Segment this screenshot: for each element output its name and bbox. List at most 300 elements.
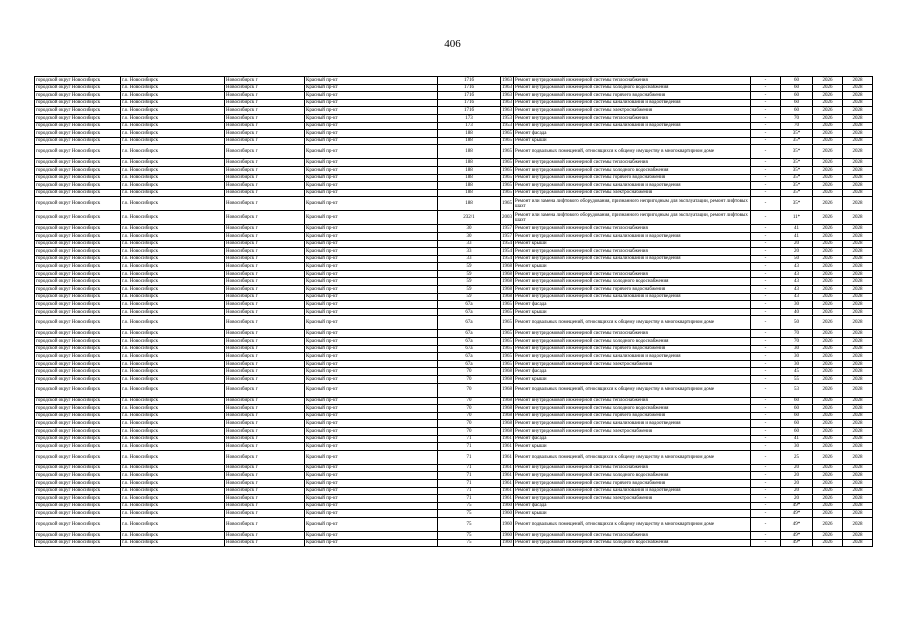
cell-house: 33 xyxy=(438,255,501,263)
cell-cost: 20 xyxy=(781,487,813,495)
cell-year-to: 2028 xyxy=(843,531,873,539)
cell-house: 71 xyxy=(438,487,501,495)
cell-year-to: 2028 xyxy=(843,114,873,122)
cell-dash: - xyxy=(751,539,781,547)
cell-dash: - xyxy=(751,248,781,256)
cell-house: 188 xyxy=(438,197,501,211)
cell-municipality: городской округ Новосибирск xyxy=(35,316,121,330)
table-row xyxy=(35,397,873,405)
cell-street: Красный пр-кт xyxy=(305,517,438,531)
table-row xyxy=(35,211,873,225)
cell-municipality: городской округ Новосибирск xyxy=(35,487,121,495)
cell-district: г.о. Новосибирск xyxy=(121,487,225,495)
cell-dash: - xyxy=(751,412,781,420)
cell-municipality: городской округ Новосибирск xyxy=(35,308,121,316)
cell-dash: - xyxy=(751,502,781,510)
cell-city: Новосибирск г xyxy=(225,293,305,301)
cell-year-to: 2028 xyxy=(843,412,873,420)
cell-city: Новосибирск г xyxy=(225,368,305,376)
cell-year-from: 2026 xyxy=(813,420,843,428)
cell-year-from: 2026 xyxy=(813,174,843,182)
cell-work-type: Ремонт внутридомовой инженерной системы канализования и водоотведения xyxy=(514,293,751,301)
table-row xyxy=(35,405,873,413)
cell-district: г.о. Новосибирск xyxy=(121,360,225,368)
cell-district: г.о. Новосибирск xyxy=(121,263,225,271)
cell-cost: 20 xyxy=(781,464,813,472)
cell-work-type: Ремонт крыши xyxy=(514,137,751,145)
table-row xyxy=(35,122,873,130)
cell-dash: - xyxy=(751,427,781,435)
cell-year-from: 2026 xyxy=(813,368,843,376)
table-row xyxy=(35,286,873,294)
cell-work-type: Ремонт фасада xyxy=(514,435,751,443)
cell-house: 171б xyxy=(438,77,501,85)
cell-district: г.о. Новосибирск xyxy=(121,197,225,211)
cell-year: 1965 xyxy=(501,316,514,330)
table-row xyxy=(35,376,873,384)
cell-municipality: городской округ Новосибирск xyxy=(35,435,121,443)
cell-year-to: 2028 xyxy=(843,182,873,190)
cell-house: 188 xyxy=(438,159,501,167)
cell-municipality: городской округ Новосибирск xyxy=(35,495,121,503)
cell-house: 188 xyxy=(438,189,501,197)
cell-city: Новосибирск г xyxy=(225,539,305,547)
cell-house: 71 xyxy=(438,443,501,451)
cell-district: г.о. Новосибирск xyxy=(121,189,225,197)
cell-house: 67а xyxy=(438,316,501,330)
cell-street: Красный пр-кт xyxy=(305,360,438,368)
cell-year-from: 2026 xyxy=(813,472,843,480)
cell-year-from: 2026 xyxy=(813,240,843,248)
cell-dash: - xyxy=(751,487,781,495)
cell-dash: - xyxy=(751,464,781,472)
cell-city: Новосибирск г xyxy=(225,240,305,248)
cell-year-from: 2026 xyxy=(813,225,843,233)
cell-work-type: Ремонт внутридомовой инженерной системы холодного водоснабжения xyxy=(514,84,751,92)
cell-district: г.о. Новосибирск xyxy=(121,412,225,420)
cell-year: 1963 xyxy=(502,100,512,106)
cell-municipality: городской округ Новосибирск xyxy=(35,450,121,464)
cell-year: 1965 xyxy=(502,338,512,344)
cell-district: г.о. Новосибирск xyxy=(121,107,225,115)
cell-district: г.о. Новосибирск xyxy=(121,225,225,233)
cell-city: Новосибирск г xyxy=(225,450,305,464)
cell-street: Красный пр-кт xyxy=(305,99,438,107)
cell-district: г.о. Новосибирск xyxy=(121,137,225,145)
cell-street: Красный пр-кт xyxy=(305,368,438,376)
cell-cost: 49* xyxy=(781,531,813,539)
cell-cost: 11* xyxy=(781,211,813,225)
table-row xyxy=(35,270,873,278)
cell-street: Красный пр-кт xyxy=(305,420,438,428)
cell-year-to: 2028 xyxy=(843,376,873,384)
cell-municipality: городской округ Новосибирск xyxy=(35,427,121,435)
cell-year-from: 2026 xyxy=(813,278,843,286)
cell-work-type: Ремонт внутридомовой инженерной системы горячего водоснабжения xyxy=(514,286,751,294)
cell-municipality: городской округ Новосибирск xyxy=(35,360,121,368)
cell-house: 67а xyxy=(438,338,501,346)
cell-year-to: 2028 xyxy=(843,240,873,248)
cell-city: Новосибирск г xyxy=(225,376,305,384)
cell-municipality: городской округ Новосибирск xyxy=(35,338,121,346)
cell-work-type: Ремонт фасада xyxy=(514,130,751,138)
cell-district: г.о. Новосибирск xyxy=(121,248,225,256)
cell-year: 1965 xyxy=(502,190,512,196)
table-row xyxy=(35,232,873,240)
cell-city: Новосибирск г xyxy=(225,405,305,413)
cell-district: г.о. Новосибирск xyxy=(121,338,225,346)
cell-work-type: Ремонт или замена лифтового оборудования, признанного непригодным для эксплуатации, ремонт лифтовых шахт xyxy=(514,197,751,211)
cell-dash: - xyxy=(751,330,781,338)
cell-year-from: 2026 xyxy=(813,270,843,278)
cell-dash: - xyxy=(751,270,781,278)
cell-dash: - xyxy=(751,159,781,167)
cell-dash: - xyxy=(751,130,781,138)
cell-house: 67а xyxy=(438,301,501,309)
cell-cost: 60 xyxy=(781,84,813,92)
cell-city: Новосибирск г xyxy=(225,472,305,480)
cell-street: Красный пр-кт xyxy=(305,427,438,435)
cell-street: Красный пр-кт xyxy=(305,293,438,301)
cell-work-type: Ремонт внутридомовой инженерной системы теплоснабжения xyxy=(514,225,751,233)
cell-year-from: 2026 xyxy=(813,166,843,174)
cell-year-to: 2028 xyxy=(843,232,873,240)
cell-municipality: городской округ Новосибирск xyxy=(35,397,121,405)
cell-cost: 70 xyxy=(781,114,813,122)
cell-house: 188 xyxy=(438,182,501,190)
cell-street: Красный пр-кт xyxy=(305,316,438,330)
cell-year: 1953 xyxy=(502,123,512,129)
cell-work-type: Ремонт внутридомовой инженерной системы горячего водоснабжения xyxy=(514,174,751,182)
cell-year: 1965 xyxy=(502,182,512,188)
cell-dash: - xyxy=(751,122,781,130)
cell-district: г.о. Новосибирск xyxy=(121,427,225,435)
cell-work-type: Ремонт крыши xyxy=(514,308,751,316)
cell-work-type: Ремонт фасада xyxy=(514,301,751,309)
cell-year-to: 2028 xyxy=(843,197,873,211)
cell-street: Красный пр-кт xyxy=(305,137,438,145)
cell-dash: - xyxy=(751,174,781,182)
cell-year: 1961 xyxy=(502,436,512,442)
cell-year-from: 2026 xyxy=(813,248,843,256)
cell-cost: 60 xyxy=(781,405,813,413)
cell-year-from: 2026 xyxy=(813,145,843,159)
cell-district: г.о. Новосибирск xyxy=(121,517,225,531)
cell-street: Красный пр-кт xyxy=(305,107,438,115)
cell-district: г.о. Новосибирск xyxy=(121,130,225,138)
cell-year: 1968 xyxy=(502,398,512,404)
cell-work-type: Ремонт внутридомовой инженерной системы электроснабжения xyxy=(514,495,751,503)
cell-house: 173 xyxy=(438,122,501,130)
table-row xyxy=(35,435,873,443)
cell-city: Новосибирск г xyxy=(225,479,305,487)
cell-street: Красный пр-кт xyxy=(305,248,438,256)
cell-house: 70 xyxy=(438,420,501,428)
cell-municipality: городской округ Новосибирск xyxy=(35,211,121,225)
cell-year: 1968 xyxy=(501,383,514,397)
cell-year-to: 2028 xyxy=(843,77,873,85)
cell-street: Красный пр-кт xyxy=(305,114,438,122)
cell-work-type: Ремонт внутридомовой инженерной системы теплоснабжения xyxy=(514,270,751,278)
cell-year-from: 2026 xyxy=(813,286,843,294)
cell-year-from: 2026 xyxy=(813,539,843,547)
cell-work-type: Ремонт внутридомовой инженерной системы электроснабжения xyxy=(514,107,751,115)
table-row xyxy=(35,472,873,480)
cell-dash: - xyxy=(751,353,781,361)
cell-year-to: 2028 xyxy=(843,92,873,100)
cell-dash: - xyxy=(751,92,781,100)
cell-work-type: Ремонт внутридомовой инженерной системы холодного водоснабжения xyxy=(514,405,751,413)
cell-work-type: Ремонт фасада xyxy=(514,502,751,510)
cell-year-to: 2028 xyxy=(843,286,873,294)
cell-district: г.о. Новосибирск xyxy=(121,255,225,263)
cell-cost: 30 xyxy=(781,345,813,353)
cell-house: 188 xyxy=(438,166,501,174)
cell-dash: - xyxy=(751,405,781,413)
table-row xyxy=(35,263,873,271)
cell-year-to: 2028 xyxy=(843,464,873,472)
cell-district: г.о. Новосибирск xyxy=(121,270,225,278)
cell-year-from: 2026 xyxy=(813,338,843,346)
cell-year-to: 2028 xyxy=(843,479,873,487)
cell-year-from: 2026 xyxy=(813,502,843,510)
table-row xyxy=(35,539,873,547)
cell-house: 70 xyxy=(438,376,501,384)
cell-house: 173 xyxy=(438,114,501,122)
cell-house: 75 xyxy=(438,531,501,539)
cell-year: 1968 xyxy=(502,279,512,285)
cell-house: 30 xyxy=(438,232,501,240)
cell-street: Красный пр-кт xyxy=(305,464,438,472)
cell-street: Красный пр-кт xyxy=(305,189,438,197)
cell-year-to: 2028 xyxy=(843,338,873,346)
cell-district: г.о. Новосибирск xyxy=(121,464,225,472)
cell-city: Новосибирск г xyxy=(225,211,305,225)
cell-year-from: 2026 xyxy=(813,84,843,92)
cell-dash: - xyxy=(751,232,781,240)
table-row xyxy=(35,114,873,122)
cell-municipality: городской округ Новосибирск xyxy=(35,130,121,138)
cell-city: Новосибирск г xyxy=(225,122,305,130)
cell-year: 1968 xyxy=(502,405,512,411)
cell-cost: 60 xyxy=(781,107,813,115)
table-row xyxy=(35,531,873,539)
cell-year-from: 2026 xyxy=(813,232,843,240)
cell-city: Новосибирск г xyxy=(225,130,305,138)
cell-work-type: Ремонт внутридомовой инженерной системы теплоснабжения xyxy=(514,531,751,539)
cell-cost: 41 xyxy=(781,225,813,233)
cell-work-type: Ремонт внутридомовой инженерной системы теплоснабжения xyxy=(514,397,751,405)
cell-street: Красный пр-кт xyxy=(305,376,438,384)
cell-city: Новосибирск г xyxy=(225,225,305,233)
cell-cost: 60 xyxy=(781,99,813,107)
table-row xyxy=(35,517,873,531)
cell-dash: - xyxy=(751,137,781,145)
cell-dash: - xyxy=(751,450,781,464)
cell-city: Новосибирск г xyxy=(225,330,305,338)
cell-dash: - xyxy=(751,316,781,330)
cell-city: Новосибирск г xyxy=(225,159,305,167)
cell-work-type: Ремонт внутридомовой инженерной системы канализования и водоотведения xyxy=(514,487,751,495)
cell-year: 1965 xyxy=(501,145,514,159)
cell-cost: 35* xyxy=(781,182,813,190)
cell-year: 1968 xyxy=(502,421,512,427)
cell-municipality: городской округ Новосибирск xyxy=(35,405,121,413)
cell-cost: 60 xyxy=(781,397,813,405)
table-row xyxy=(35,383,873,397)
cell-house: 59 xyxy=(438,263,501,271)
cell-year-to: 2028 xyxy=(843,189,873,197)
cell-work-type: Ремонт подвальных помещений, относящихся к общему имуществу в многоквартирном доме xyxy=(514,316,751,330)
cell-municipality: городской округ Новосибирск xyxy=(35,159,121,167)
cell-cost: 35* xyxy=(781,174,813,182)
cell-district: г.о. Новосибирск xyxy=(121,278,225,286)
cell-city: Новосибирск г xyxy=(225,232,305,240)
cell-street: Красный пр-кт xyxy=(305,255,438,263)
table-row xyxy=(35,130,873,138)
cell-year: 1968 xyxy=(502,263,512,269)
cell-year-from: 2026 xyxy=(813,360,843,368)
cell-dash: - xyxy=(751,420,781,428)
cell-house: 171б xyxy=(438,92,501,100)
cell-year-from: 2026 xyxy=(813,517,843,531)
cell-city: Новосибирск г xyxy=(225,166,305,174)
table-row xyxy=(35,510,873,518)
cell-house: 188 xyxy=(438,174,501,182)
cell-year-to: 2028 xyxy=(843,174,873,182)
cell-dash: - xyxy=(751,301,781,309)
cell-year-to: 2028 xyxy=(843,270,873,278)
cell-year-from: 2026 xyxy=(813,412,843,420)
table-row xyxy=(35,225,873,233)
cell-street: Красный пр-кт xyxy=(305,472,438,480)
cell-street: Красный пр-кт xyxy=(305,211,438,225)
cell-year-from: 2026 xyxy=(813,510,843,518)
cell-street: Красный пр-кт xyxy=(305,286,438,294)
cell-house: 71 xyxy=(438,495,501,503)
repair-schedule-table-container xyxy=(34,76,872,547)
cell-cost: 25 xyxy=(781,450,813,464)
cell-year-to: 2028 xyxy=(843,487,873,495)
cell-year: 1965 xyxy=(502,138,512,144)
cell-year-to: 2028 xyxy=(843,137,873,145)
cell-dash: - xyxy=(751,255,781,263)
cell-year-to: 2028 xyxy=(843,99,873,107)
cell-dash: - xyxy=(751,495,781,503)
cell-municipality: городской округ Новосибирск xyxy=(35,368,121,376)
cell-dash: - xyxy=(751,240,781,248)
cell-year: 1961 xyxy=(502,480,512,486)
cell-municipality: городской округ Новосибирск xyxy=(35,412,121,420)
cell-cost: 45 xyxy=(781,368,813,376)
cell-year: 1963 xyxy=(502,77,512,83)
cell-year-to: 2028 xyxy=(843,107,873,115)
cell-year: 1953 xyxy=(502,115,512,121)
cell-street: Красный пр-кт xyxy=(305,539,438,547)
cell-year: 1968 xyxy=(502,271,512,277)
cell-house: 67а xyxy=(438,360,501,368)
cell-city: Новосибирск г xyxy=(225,263,305,271)
cell-district: г.о. Новосибирск xyxy=(121,240,225,248)
cell-house: 70 xyxy=(438,412,501,420)
table-row xyxy=(35,84,873,92)
cell-dash: - xyxy=(751,368,781,376)
cell-municipality: городской округ Новосибирск xyxy=(35,92,121,100)
cell-cost: 43 xyxy=(781,278,813,286)
cell-city: Новосибирск г xyxy=(225,255,305,263)
cell-street: Красный пр-кт xyxy=(305,278,438,286)
cell-municipality: городской округ Новосибирск xyxy=(35,114,121,122)
page-number: 406 xyxy=(444,38,461,50)
cell-year: 1954 xyxy=(502,241,512,247)
cell-year: 1961 xyxy=(502,488,512,494)
table-row xyxy=(35,240,873,248)
cell-city: Новосибирск г xyxy=(225,182,305,190)
cell-work-type: Ремонт внутридомовой инженерной системы канализования и водоотведения xyxy=(514,182,751,190)
table-row xyxy=(35,107,873,115)
cell-house: 59 xyxy=(438,278,501,286)
cell-year: 1968 xyxy=(502,413,512,419)
cell-house: 67а xyxy=(438,308,501,316)
cell-district: г.о. Новосибирск xyxy=(121,77,225,85)
cell-district: г.о. Новосибирск xyxy=(121,99,225,107)
cell-year-from: 2026 xyxy=(813,211,843,225)
cell-municipality: городской округ Новосибирск xyxy=(35,517,121,531)
cell-work-type: Ремонт внутридомовой инженерной системы канализования и водоотведения xyxy=(514,232,751,240)
table-row xyxy=(35,197,873,211)
cell-year: 1961 xyxy=(502,443,512,449)
cell-year-to: 2028 xyxy=(843,263,873,271)
cell-street: Красный пр-кт xyxy=(305,412,438,420)
cell-work-type: Ремонт внутридомовой инженерной системы теплоснабжения xyxy=(514,464,751,472)
table-row xyxy=(35,427,873,435)
cell-cost: 43 xyxy=(781,293,813,301)
cell-district: г.о. Новосибирск xyxy=(121,159,225,167)
cell-work-type: Ремонт внутридомовой инженерной системы канализования и водоотведения xyxy=(514,255,751,263)
cell-municipality: городской округ Новосибирск xyxy=(35,166,121,174)
cell-street: Красный пр-кт xyxy=(305,270,438,278)
cell-cost: 50 xyxy=(781,255,813,263)
cell-year-to: 2028 xyxy=(843,122,873,130)
cell-dash: - xyxy=(751,360,781,368)
cell-municipality: городской округ Новосибирск xyxy=(35,240,121,248)
cell-year-to: 2028 xyxy=(843,405,873,413)
cell-dash: - xyxy=(751,278,781,286)
cell-district: г.о. Новосибирск xyxy=(121,182,225,190)
cell-district: г.о. Новосибирск xyxy=(121,502,225,510)
cell-city: Новосибирск г xyxy=(225,77,305,85)
cell-district: г.о. Новосибирск xyxy=(121,539,225,547)
cell-city: Новосибирск г xyxy=(225,92,305,100)
cell-municipality: городской округ Новосибирск xyxy=(35,510,121,518)
cell-work-type: Ремонт внутридомовой инженерной системы канализования и водоотведения xyxy=(514,420,751,428)
table-row xyxy=(35,353,873,361)
cell-dash: - xyxy=(751,166,781,174)
cell-street: Красный пр-кт xyxy=(305,122,438,130)
cell-year-from: 2026 xyxy=(813,353,843,361)
table-row xyxy=(35,487,873,495)
cell-year-from: 2026 xyxy=(813,397,843,405)
cell-city: Новосибирск г xyxy=(225,99,305,107)
cell-work-type: Ремонт фасада xyxy=(514,368,751,376)
cell-dash: - xyxy=(751,472,781,480)
cell-cost: 49* xyxy=(781,517,813,531)
cell-municipality: городской округ Новосибирск xyxy=(35,278,121,286)
table-row xyxy=(35,189,873,197)
cell-municipality: городской округ Новосибирск xyxy=(35,248,121,256)
table-body xyxy=(35,77,873,547)
cell-district: г.о. Новосибирск xyxy=(121,495,225,503)
